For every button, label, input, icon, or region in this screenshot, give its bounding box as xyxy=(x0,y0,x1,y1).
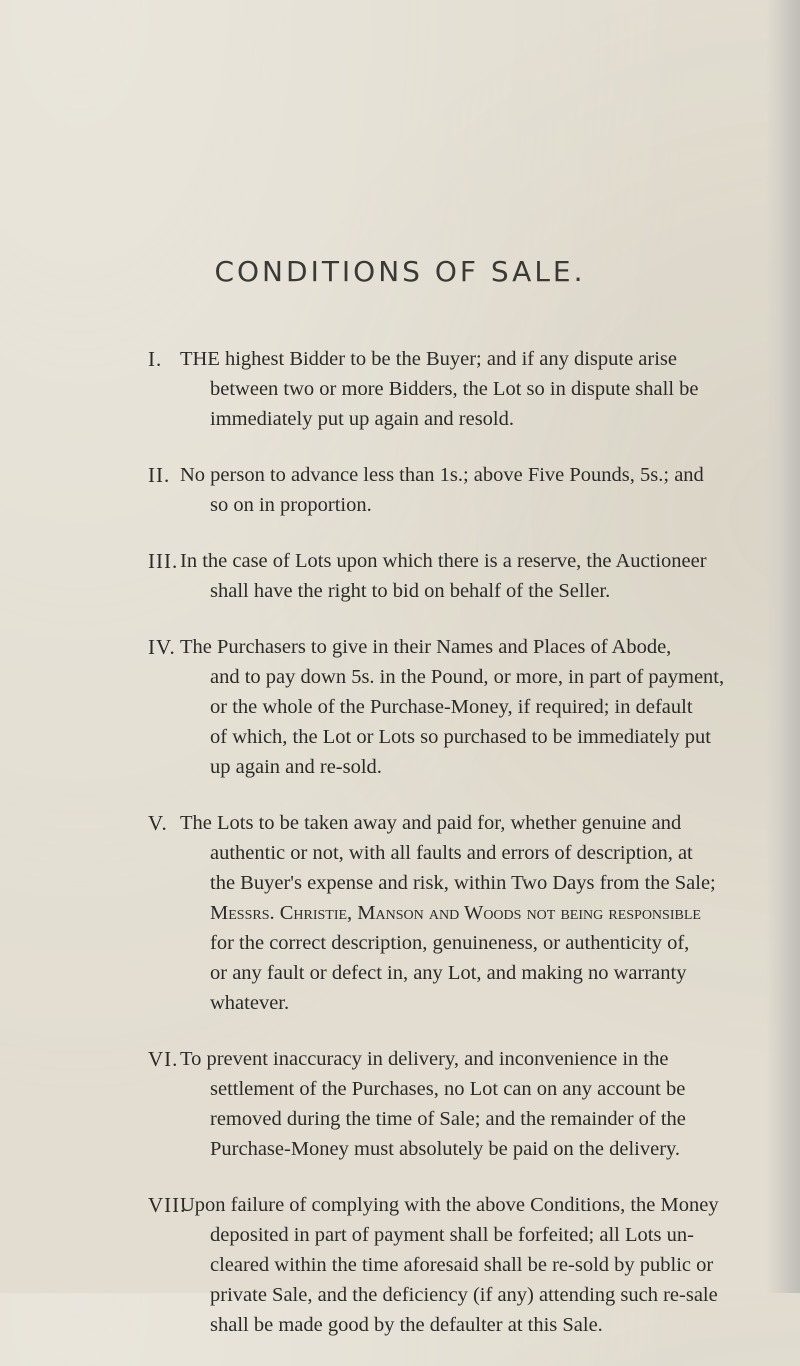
condition-numeral: V. xyxy=(148,811,168,835)
conditions-list xyxy=(148,344,725,1366)
condition-line: private Sale, and the deficiency (if any) attending such re-sale xyxy=(210,1284,718,1306)
condition-line: removed during the time of Sale; and the remainder of the xyxy=(210,1108,686,1130)
page-title: CONDITIONS OF SALE. xyxy=(214,255,586,288)
condition-line: To prevent inaccuracy in delivery, and inconvenience in the xyxy=(180,1048,669,1070)
condition-line: Purchase-Money must absolutely be paid on the delivery. xyxy=(210,1138,681,1160)
condition-item xyxy=(148,632,725,782)
condition-line: of which, the Lot or Lots so purchased to be immediately put xyxy=(210,726,711,748)
condition-line: authentic or not, with all faults and errors of description, at xyxy=(210,842,693,864)
condition-item xyxy=(148,344,699,434)
condition-line: In the case of Lots upon which there is a reserve, the Auctioneer xyxy=(180,550,707,572)
condition-numeral: VI. xyxy=(148,1047,179,1071)
condition-line: No person to advance less than 1s.; above Five Pounds, 5s.; and xyxy=(180,464,704,486)
condition-line: The Lots to be taken away and paid for, whether genuine and xyxy=(180,812,682,834)
condition-numeral: I. xyxy=(148,347,163,371)
condition-line: or the whole of the Purchase-Money, if required; in default xyxy=(210,696,693,718)
condition-item xyxy=(148,1044,686,1164)
condition-line: whatever. xyxy=(210,992,290,1014)
condition-line: and to pay down 5s. in the Pound, or more, in part of payment, xyxy=(210,666,725,688)
condition-line: THE highest Bidder to be the Buyer; and if any dispute arise xyxy=(180,348,678,370)
condition-numeral: VII. xyxy=(148,1193,187,1217)
condition-line: or any fault or defect in, any Lot, and making no warranty xyxy=(210,962,687,984)
condition-line: the Buyer's expense and risk, within Two Days from the Sale; xyxy=(210,872,716,894)
page-edge-shadow xyxy=(766,0,800,1293)
condition-item xyxy=(148,460,704,520)
condition-line: immediately put up again and resold. xyxy=(210,408,515,430)
condition-item xyxy=(148,1190,719,1340)
condition-line: up again and re-sold. xyxy=(210,756,382,778)
condition-line: shall be made good by the defaulter at this Sale. xyxy=(210,1314,603,1336)
condition-line: deposited in part of payment shall be forfeited; all Lots un- xyxy=(210,1224,694,1246)
condition-item xyxy=(148,808,716,1018)
condition-line: so on in proportion. xyxy=(210,494,372,516)
condition-line: cleared within the time aforesaid shall be re-sold by public or xyxy=(210,1254,714,1276)
condition-numeral: IV. xyxy=(148,635,176,659)
condition-line: Messrs. Christie, Manson and Woods not being responsible xyxy=(210,902,701,924)
condition-item xyxy=(148,546,707,606)
condition-line: between two or more Bidders, the Lot so in dispute shall be xyxy=(210,378,699,400)
condition-numeral: III. xyxy=(148,549,179,573)
condition-line: for the correct description, genuineness, or authenticity of, xyxy=(210,932,690,954)
condition-line: The Purchasers to give in their Names and Places of Abode, xyxy=(180,636,672,658)
condition-line: shall have the right to bid on behalf of the Seller. xyxy=(210,580,611,602)
condition-line: Upon failure of complying with the above Conditions, the Money xyxy=(180,1194,719,1216)
condition-numeral: II. xyxy=(148,463,171,487)
condition-line: settlement of the Purchases, no Lot can on any account be xyxy=(210,1078,686,1100)
